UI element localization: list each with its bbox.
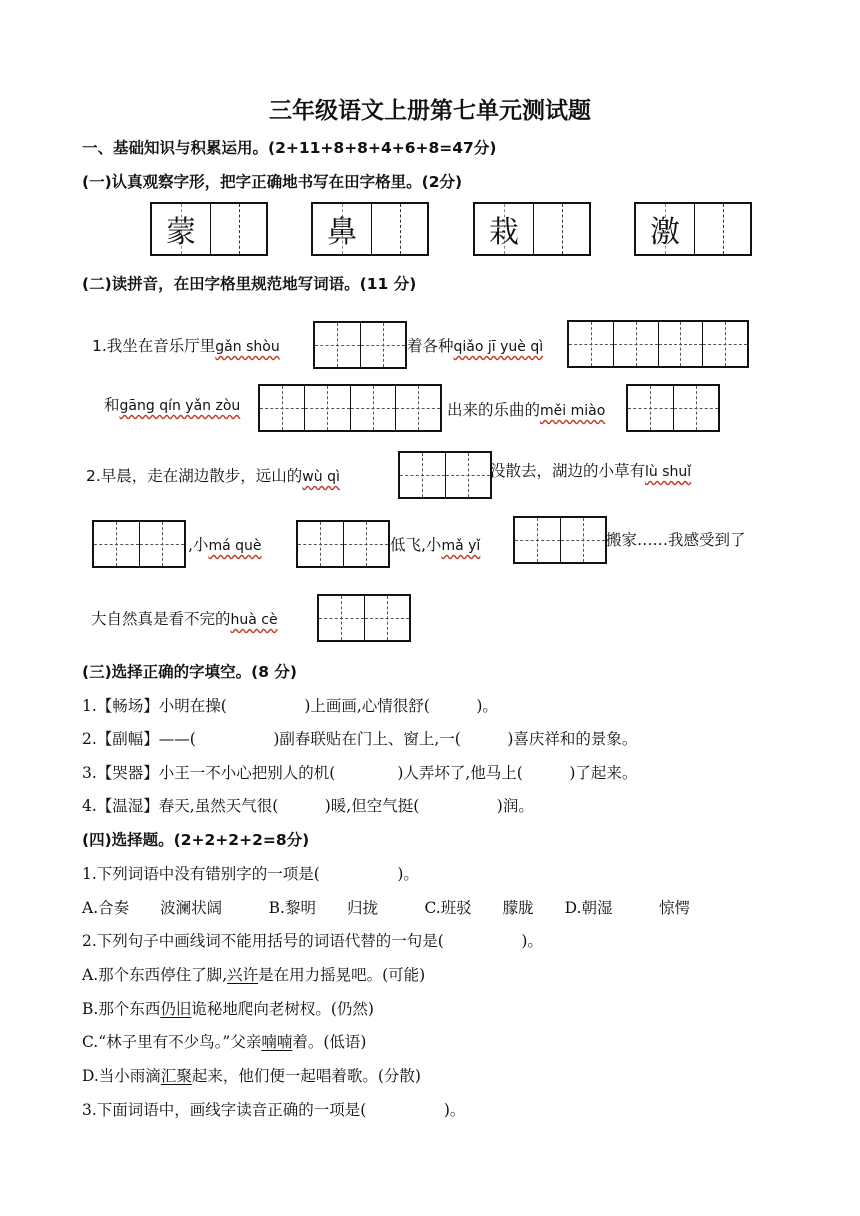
q1-text-a: 1.我坐在音乐厅里gǎn shòu (92, 337, 280, 355)
sec3-heading: (三)选择正确的字填空。(8 分) (82, 663, 298, 681)
sec4-q1-options: A.合奏 波澜状阔 B.黎明 归拢 C.班驳 朦胧 D.朝湿 惊愕 (82, 899, 690, 917)
pinyin-mei-miao: měi miào (540, 403, 606, 419)
pinyin-wu-qi: wù qì (302, 469, 340, 485)
grid-ma-que[interactable] (296, 520, 390, 568)
underlined-word-b: 仍旧 (160, 1000, 192, 1018)
sec4-q2-option-d: D.当小雨滴汇聚起来，他们便一起唱着歌。(分散) (82, 1067, 421, 1085)
pinyin-ma-yi: mǎ yǐ (441, 538, 481, 554)
q1-text-c: 和gāng qín yǎn zòu (104, 396, 241, 414)
char-4: 激 (650, 215, 680, 250)
char-3: 栽 (489, 215, 519, 250)
pinyin-hua-ce: huà cè (230, 612, 278, 628)
grid-lu-shui[interactable] (92, 520, 186, 568)
tianzige-char-2[interactable] (311, 202, 429, 256)
pinyin-gang-qin-yan-zou: gāng qín yǎn zòu (119, 398, 241, 414)
q2-text-d: 低飞,小mǎ yǐ (390, 536, 481, 554)
pinyin-ma-que: má què (208, 538, 262, 554)
sec3-item-1: 1.【畅场】小明在操( )上画画,心情很舒( )。 (82, 697, 498, 715)
part1-heading: 一、基础知识与积累运用。(2+11+8+8+4+6+8=47分) (82, 139, 497, 157)
q2-text-e: 搬家……我感受到了 (606, 531, 746, 549)
grid-gang-qin-yan-zou[interactable] (258, 384, 442, 432)
underlined-word-c: 喃喃 (261, 1033, 293, 1051)
sec3-item-2: 2.【副幅】——( )副春联贴在门上、窗上,一( )喜庆祥和的景象。 (82, 730, 638, 748)
page-title: 三年级语文上册第七单元测试题 (269, 98, 591, 124)
q2-text-f: 大自然真是看不完的huà cè (91, 610, 278, 628)
sec4-q2-option-a: A.那个东西停住了脚,兴许是在用力摇晃吧。(可能) (82, 966, 426, 984)
pinyin-lu-shui: lù shuǐ (645, 464, 692, 480)
sec4-q2: 2.下列句子中画线词不能用括号的词语代替的一句是( )。 (82, 932, 543, 950)
char-2: 鼻 (327, 215, 357, 250)
q1-text-d: 出来的乐曲的měi miào (447, 401, 606, 419)
grid-gan-shou[interactable] (313, 321, 407, 369)
pinyin-qiao-ji-yue-qi: qiǎo jī yuè qì (453, 339, 544, 355)
q1-text-b: 着各种qiǎo jī yuè qì (407, 337, 544, 355)
tianzige-char-1[interactable] (150, 202, 268, 256)
sec3-item-3: 3.【哭器】小王一不小心把别人的机( )人弄坏了,他马上( )了起来。 (82, 764, 638, 782)
sec3-item-4: 4.【温湿】春天,虽然天气很( )暖,但空气挺( )润。 (82, 797, 534, 815)
tianzige-char-3[interactable] (473, 202, 591, 256)
grid-hua-ce[interactable] (317, 594, 411, 642)
underlined-word-a: 兴许 (227, 966, 259, 984)
sec4-q2-option-c: C.“林子里有不少鸟。”父亲喃喃着。(低语) (82, 1033, 367, 1051)
underlined-word-d: 汇聚 (160, 1067, 192, 1085)
char-1: 蒙 (166, 215, 196, 250)
pinyin-gan-shou: gǎn shòu (215, 339, 280, 355)
q2-text-b: 没散去，湖边的小草有lù shuǐ (490, 462, 692, 480)
grid-wu-qi[interactable] (398, 451, 492, 499)
sec4-q3: 3.下面词语中，画线字读音正确的一项是( )。 (82, 1101, 466, 1119)
grid-qiao-ji-yue-qi[interactable] (567, 320, 749, 368)
grid-mei-miao[interactable] (626, 384, 720, 432)
sec2-heading: (二)读拼音，在田字格里规范地写词语。(11 分) (82, 275, 417, 293)
q2-text-a: 2.早晨，走在湖边散步，远山的wù qì (86, 467, 340, 485)
sec4-q1: 1.下列词语中没有错别字的一项是( )。 (82, 865, 419, 883)
tianzige-char-4[interactable] (634, 202, 752, 256)
grid-ma-yi[interactable] (513, 516, 607, 564)
sec4-heading: (四)选择题。(2+2+2+2=8分) (82, 831, 310, 849)
sec1-heading: (一)认真观察字形，把字正确地书写在田字格里。(2分) (82, 173, 463, 191)
q2-text-c: ,小má què (188, 536, 262, 554)
sec4-q2-option-b: B.那个东西仍旧诡秘地爬向老树杈。(仍然) (82, 1000, 374, 1018)
